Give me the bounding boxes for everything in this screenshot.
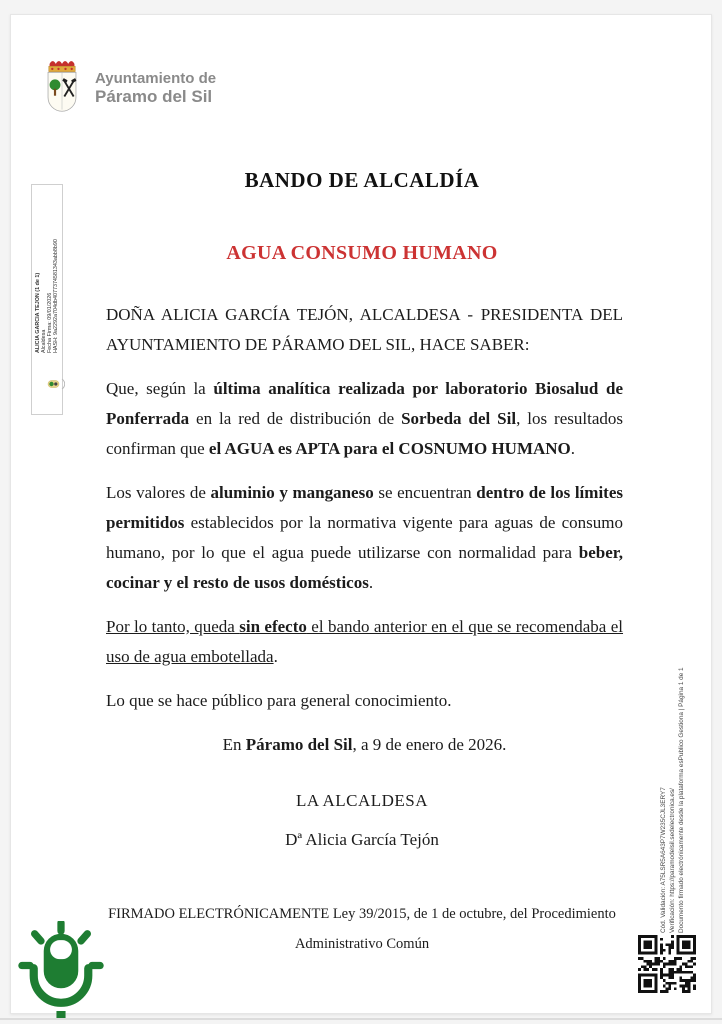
- platform-note: Documento firmado electrónicamente desde la plataforma esPublico Gestiona | Página 1 de 1: [678, 667, 685, 933]
- document-body: [106, 300, 623, 774]
- paragraph-limits: Los valores de aluminio y manganeso se encuentran dentro de los límites permitidos establecidos por la normativa vigente para aguas de consumo humano, por lo que el agua puede utilizarse con normalidad para beber, cocinar y el resto de usos domésticos.: [106, 483, 623, 592]
- photo-bottom-edge: [0, 1018, 722, 1020]
- mini-coat-of-arms-icon: [47, 377, 65, 389]
- municipality-logo: [38, 53, 216, 124]
- validation-stamp-text: [659, 601, 686, 933]
- validation-code: Cód. Validación: A75LSR5A643P7W235CJL3ERY7: [660, 787, 667, 933]
- signature-stamp-text: [36, 201, 60, 353]
- paragraph-revocation: Por lo tanto, queda sin efecto el bando anterior en el que se recomendaba el uso de agua embotellada.: [106, 617, 624, 666]
- document-page: [10, 14, 712, 1014]
- paragraph-announcer: DOÑA ALICIA GARCÍA TEJÓN, ALCALDESA - PRESIDENTA DEL AYUNTAMIENTO DE PÁRAMO DEL SIL, HACE SABER:: [106, 305, 623, 354]
- stamp-signature-date: Fecha Firma: 09/01/2026: [46, 292, 53, 353]
- municipality-name-line2: Páramo del Sil: [95, 87, 213, 107]
- stamp-signer-name: ALICIA GARCIA TEJON (1 de 1): [35, 272, 41, 353]
- stamp-hash: HASH: 9a2292a704db4077374581343abb8b90: [52, 239, 59, 353]
- signature-name: Dª Alicia García Tejón: [285, 830, 439, 849]
- municipality-name-line1: Ayuntamiento de: [95, 70, 217, 88]
- date-line: En Páramo del Sil, a 9 de enero de 2026.: [222, 735, 507, 754]
- signature-role: LA ALCALDESA: [295, 791, 429, 810]
- stamp-signer-role: Alcaldesa: [40, 329, 47, 353]
- page-title: BANDO DE ALCALDÍA: [244, 168, 480, 192]
- qr-code-icon: [638, 935, 696, 993]
- municipality-name: [95, 70, 216, 107]
- verification-url: Verificación: https://paramodelsil.sedelectronica.es/: [669, 788, 676, 933]
- paragraph-public-notice: Lo que se hace público para general conocimiento.: [106, 691, 452, 710]
- page-subtitle: AGUA CONSUMO HUMANO: [226, 242, 498, 264]
- electronic-signature-note: FIRMADO ELECTRÓNICAMENTE Ley 39/2015, de 1 de octubre, del Procedimiento Administrativo Común: [108, 906, 616, 952]
- coat-of-arms-icon: [38, 53, 86, 124]
- paragraph-analytics: Que, según la última analítica realizada por laboratorio Biosalud de Ponferrada en la red de distribución de Sorbeda del Sil, los resultados confirman que el AGUA es APTA para el COSNUMO HUMANO.: [106, 379, 623, 458]
